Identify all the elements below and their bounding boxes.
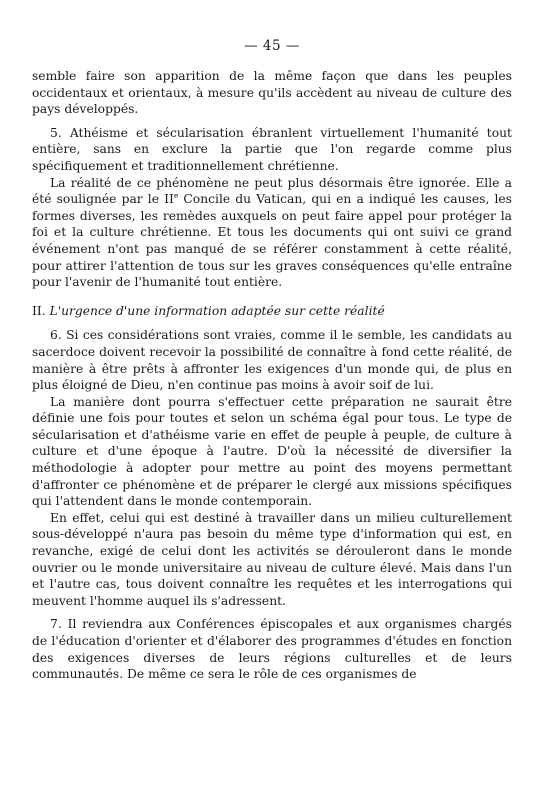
paragraph-7: 7. Il reviendra aux Conférences épiscopales et aux organismes chargés de l'éducation d'orienter et d'élaborer des programmes d'études en fonction des exigences diverses de leurs régions culturelles et de leurs communautés. De même ce sera le rôle de ces organismes de <box>32 617 512 682</box>
page-number: — 45 — <box>244 38 300 54</box>
section-heading <box>32 303 512 320</box>
paragraph-5-reality <box>32 175 512 291</box>
paragraph-6: 6. Si ces considérations sont vraies, comme il le semble, les candidats au sacerdoce doivent recevoir la possibilité de connaître à fond cette réalité, de manière à être prêts à affronter les exigences d'un monde qui, de plus en plus éloigné de Dieu, n'en continue pas moins à avoir soif de lui. <box>32 328 512 393</box>
paragraph-5-reality-end: Concile du Vatican, qui en a indiqué les causes, les formes diverses, les remèdes auxquels on peut faire appel pour protéger la foi et la culture chrétienne. Et tous les documents qui ont suivi ce grand événement n'ont pas manqué de se référer constamment à cette réalité, pour attirer l'attention de tous sur les graves conséquences qu'elle entraîne pour l'avenir de l'humanité tout entière. <box>32 192 512 290</box>
paragraph-continuation: semble faire son apparition de la même façon que dans les peuples occidentaux et orientaux, à mesure qu'ils accèdent au niveau de culture des pays développés. <box>32 69 512 117</box>
superscript-e: e <box>173 191 179 201</box>
paragraph-6-effect: En effet, celui qui est destiné à travailler dans un milieu culturellement sous-développé n'aura pas besoin du même type d'information qui est, en revanche, exigé de celui dont les activités se dérouleront dans le monde ouvrier ou le monde universitaire au niveau de culture élevé. Mais dans l'un et l'autre cas, tous doivent connaître les requêtes et les interrogations qui meuvent l'homme auquel ils s'adressent. <box>32 510 512 608</box>
paragraph-5-reality-start: La réalité de ce phénomène ne peut plus désormais être ignorée. Elle a été soulignée par le II <box>32 175 512 207</box>
section-number: II. <box>32 303 46 318</box>
paragraph-6-method: La manière dont pourra s'effectuer cette préparation ne saurait être définie une fois pour toutes et selon un schéma égal pour tous. Le type de sécularisation et d'athéisme varie en effet de peuple à peuple, de culture à culture et d'une époque à l'autre. D'où la nécessité de diversifier la méthodologie à adopter pour mettre au point des moyens permettant d'affronter ce phénomène et de préparer le clergé aux missions spécifiques qui l'attendent dans le monde contemporain. <box>32 394 512 509</box>
section-title: L'urgence d'une information adaptée sur cette réalité <box>49 303 385 318</box>
paragraph-5: 5. Athéisme et sécularisation ébranlent virtuellement l'humanité tout entière, sans en exclure la partie que l'on regarde comme plus spécifiquement et traditionnellement chrétienne. <box>32 125 512 173</box>
document-page <box>32 38 512 778</box>
